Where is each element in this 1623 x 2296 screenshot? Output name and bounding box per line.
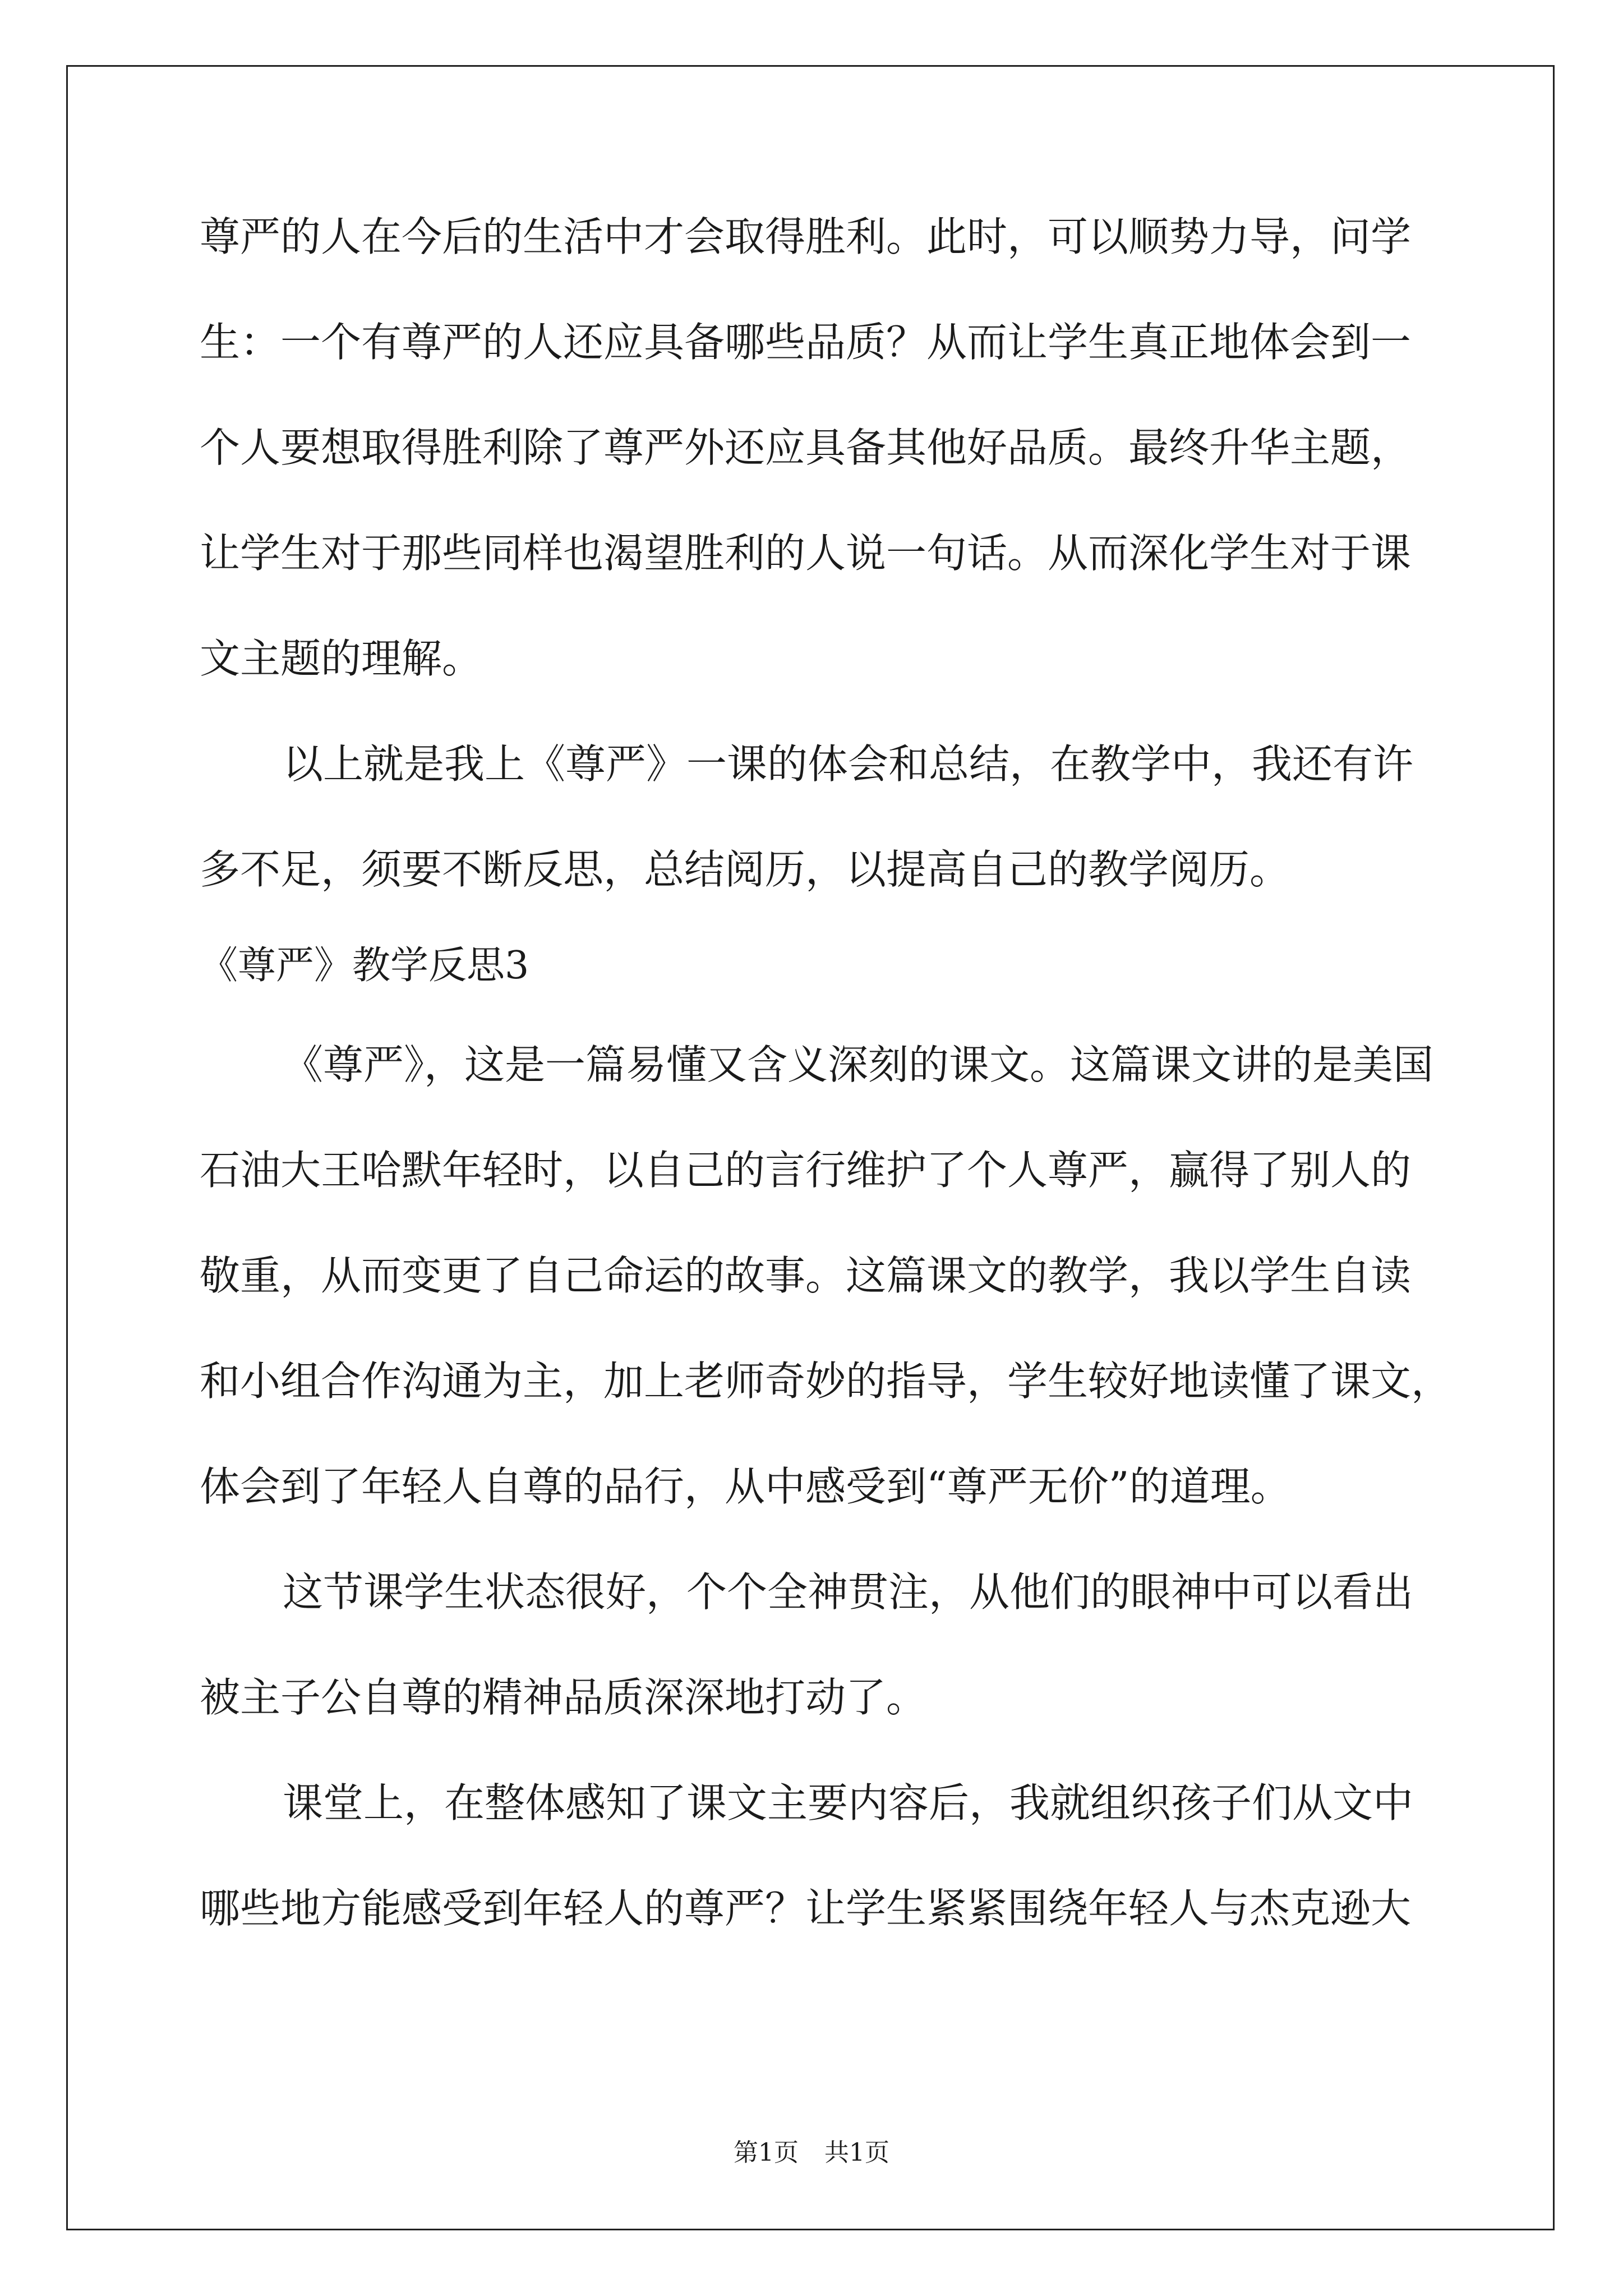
text-line: 敬重，从而变更了自己命运的故事。这篇课文的教学，我以学生自读: [200, 1252, 1412, 1299]
text-line: 石油大王哈默年轻时，以自己的言行维护了个人尊严，赢得了别人的: [200, 1147, 1412, 1194]
text-line: 和小组合作沟通为主，加上老师奇妙的指导，学生较好地读懂了课文，: [200, 1358, 1452, 1405]
text-line: 课堂上，在整体感知了课文主要内容后，我就组织孩子们从文中: [283, 1779, 1414, 1826]
page-number: 第1页: [734, 2138, 799, 2167]
text-line: 这节课学生状态很好，个个全神贯注，从他们的眼神中可以看出: [283, 1568, 1414, 1616]
text-line: 生：一个有尊严的人还应具备哪些品质？从而让学生真正地体会到一: [200, 319, 1412, 366]
text-line: 被主子公自尊的精神品质深深地打动了。: [200, 1674, 927, 1721]
text-line: 体会到了年轻人自尊的品行，从中感受到“尊严无价”的道理。: [200, 1463, 1291, 1510]
page-footer: [0, 2136, 1623, 2170]
text-line: 以上就是我上《尊严》一课的体会和总结，在教学中，我还有许: [283, 740, 1414, 788]
text-line: 个人要想取得胜利除了尊严外还应具备其他好品质。最终升华主题，: [200, 424, 1412, 471]
text-line: 尊严的人在今后的生活中才会取得胜利。此时，可以顺势力导，问学: [200, 213, 1412, 260]
section-heading: 《尊严》教学反思3: [200, 944, 529, 988]
text-line: 让学生对于那些同样也渴望胜利的人说一句话。从而深化学生对于课: [200, 530, 1412, 577]
text-line: 文主题的理解。: [200, 635, 483, 682]
text-line: 多不足，须要不断反思，总结阅历，以提高自己的教学阅历。: [200, 846, 1290, 893]
page-total: 共1页: [824, 2138, 889, 2167]
text-line: 《尊严》，这是一篇易懂又含义深刻的课文。这篇课文讲的是美国: [283, 1041, 1434, 1088]
text-line: 哪些地方能感受到年轻人的尊严？让学生紧紧围绕年轻人与杰克逊大: [200, 1885, 1412, 1932]
